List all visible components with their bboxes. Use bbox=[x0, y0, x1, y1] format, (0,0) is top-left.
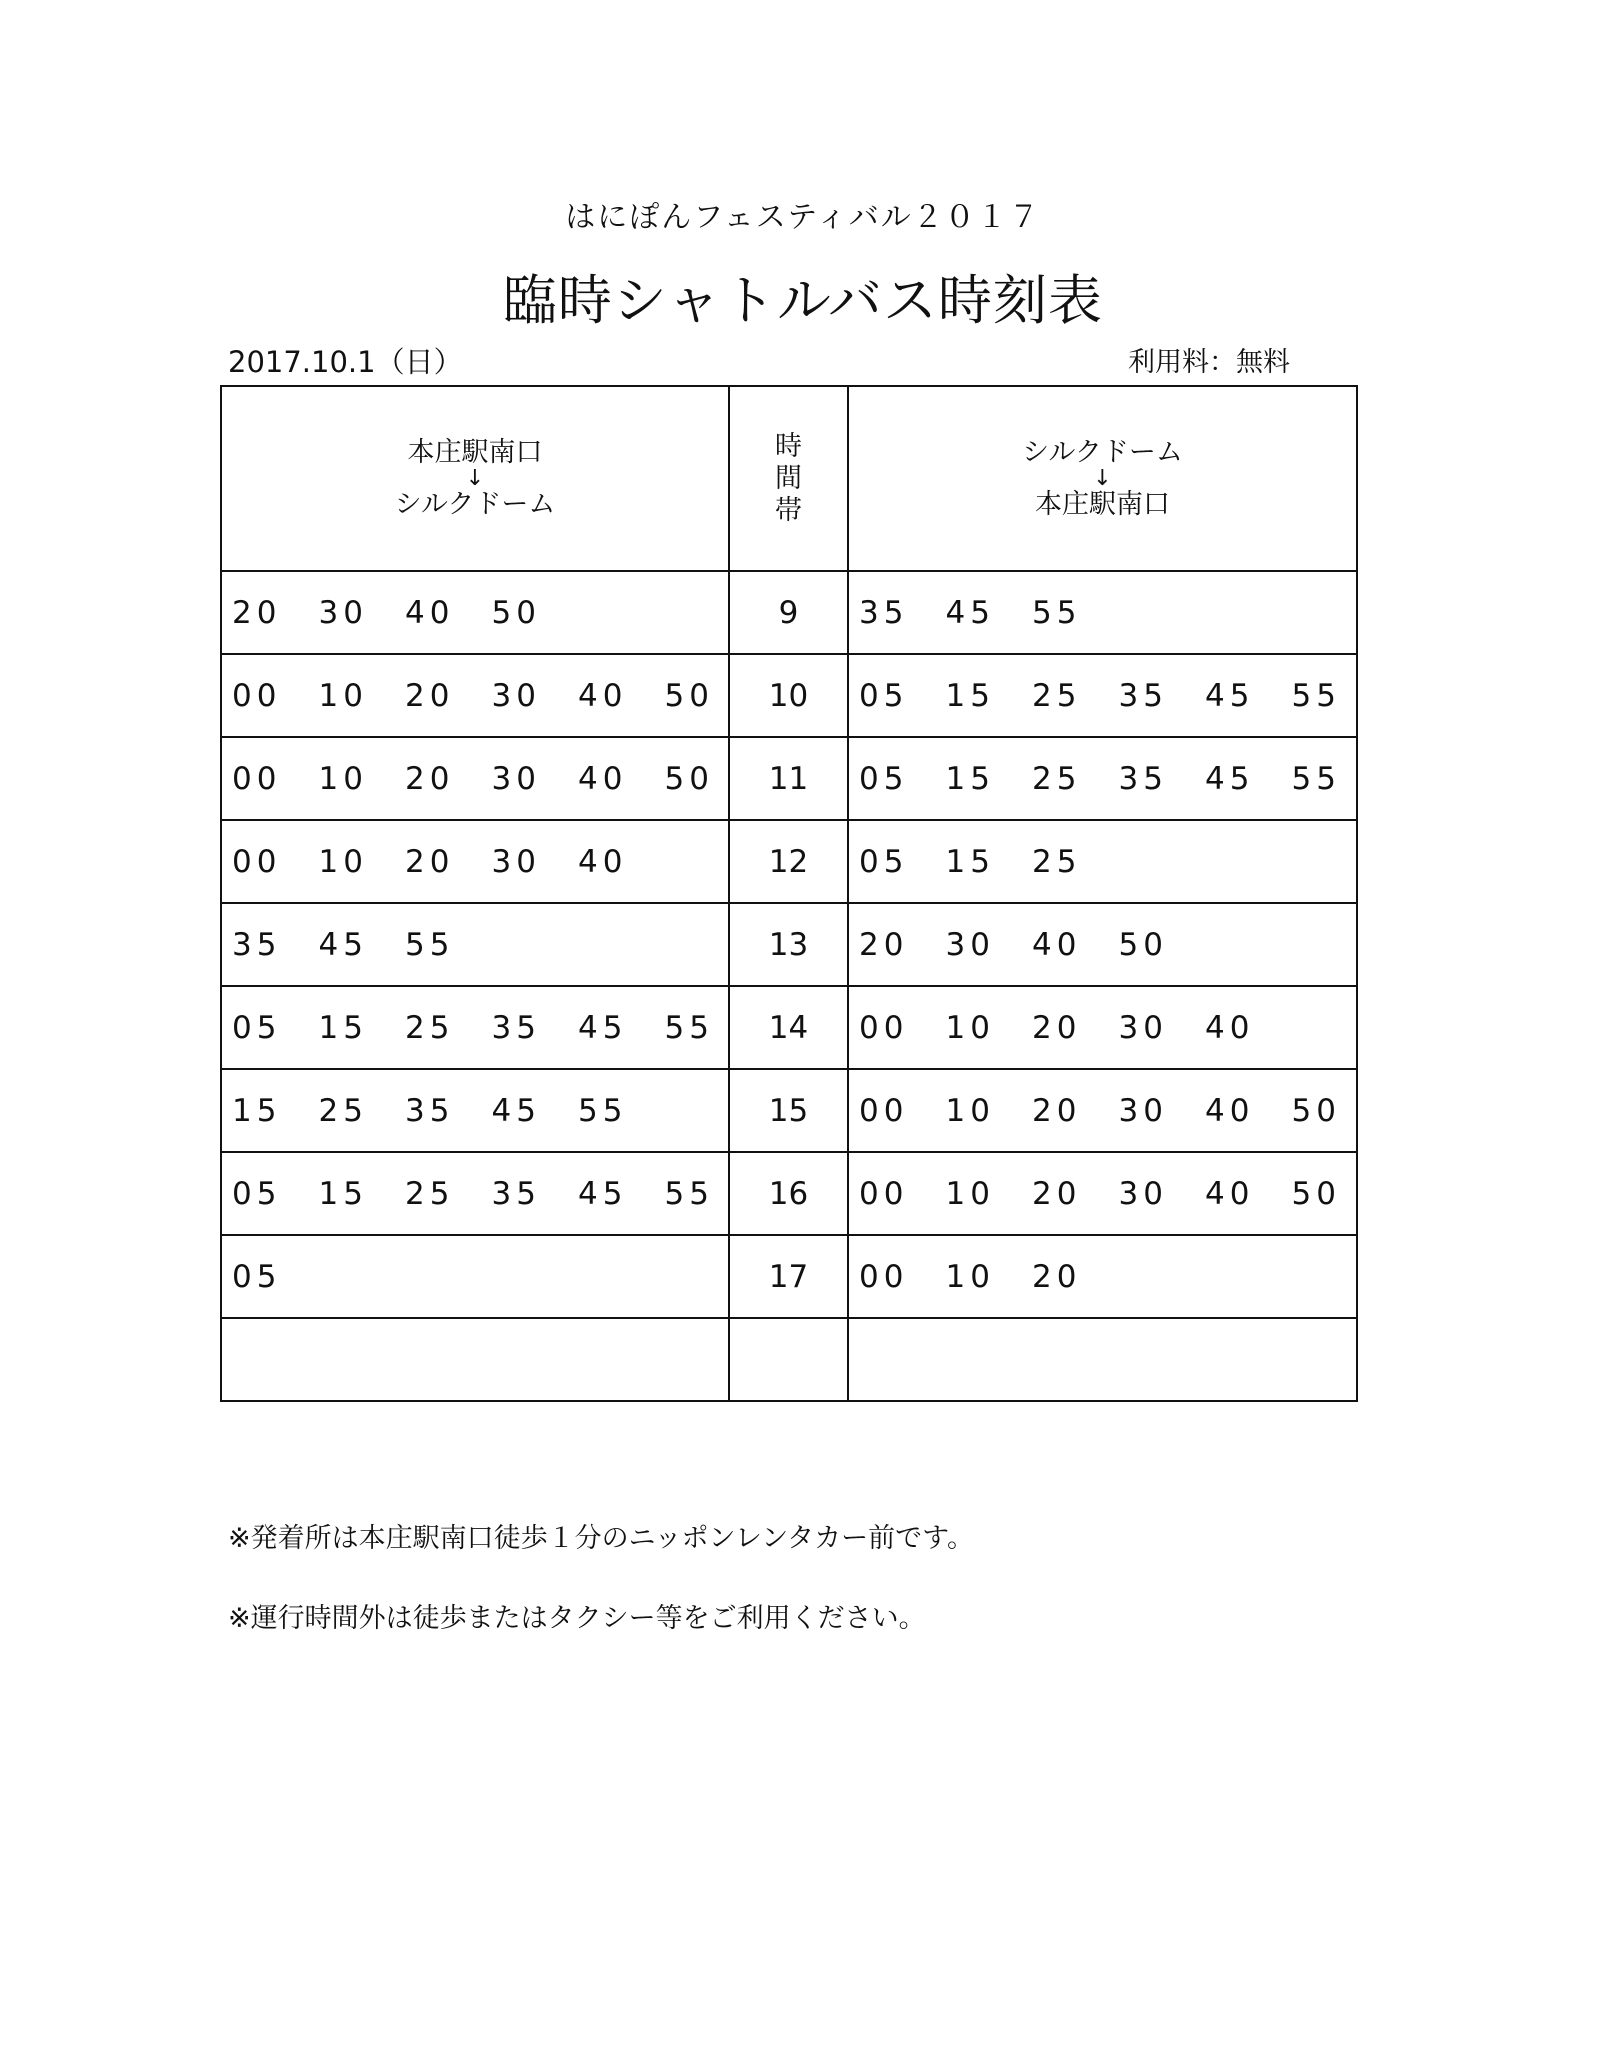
departure-minute: 50 bbox=[1291, 1175, 1341, 1212]
timetable-row bbox=[221, 571, 1357, 654]
departure-minute: 10 bbox=[945, 1175, 995, 1212]
departure-minute: 30 bbox=[318, 594, 368, 631]
outbound-header bbox=[221, 386, 729, 571]
hour-header bbox=[729, 386, 848, 571]
departure-minute: 00 bbox=[232, 760, 282, 797]
departure-minute: 10 bbox=[318, 843, 368, 880]
hour-cell: 9 bbox=[729, 571, 848, 654]
departure-minute: 10 bbox=[945, 1009, 995, 1046]
outbound-times bbox=[221, 903, 729, 986]
departure-minute: 00 bbox=[859, 1009, 909, 1046]
departure-minute: 45 bbox=[1205, 760, 1255, 797]
departure-minute: 45 bbox=[578, 1009, 628, 1046]
departure-minute: 55 bbox=[664, 1009, 714, 1046]
departure-minute: 45 bbox=[1205, 677, 1255, 714]
departure-minute: 05 bbox=[232, 1175, 282, 1212]
departure-minute: 30 bbox=[1118, 1009, 1168, 1046]
departure-minute: 55 bbox=[578, 1092, 628, 1129]
fee-label: 利用料：無料 bbox=[1128, 347, 1290, 378]
hour-cell: 15 bbox=[729, 1069, 848, 1152]
departure-minute: 55 bbox=[405, 926, 455, 963]
departure-minute: 05 bbox=[859, 843, 909, 880]
departure-minute: 35 bbox=[859, 594, 909, 631]
inbound-times bbox=[848, 986, 1357, 1069]
departure-minute: 15 bbox=[945, 760, 995, 797]
note-outside-hours: ※運行時間外は徒歩またはタクシー等をご利用ください。 bbox=[228, 1603, 926, 1634]
departure-minute: 20 bbox=[1032, 1258, 1082, 1295]
departure-minute: 35 bbox=[232, 926, 282, 963]
inbound-from: シルクドーム bbox=[1022, 436, 1183, 468]
departure-minute: 00 bbox=[859, 1175, 909, 1212]
hour-cell: 12 bbox=[729, 820, 848, 903]
departure-minute: 55 bbox=[664, 1175, 714, 1212]
bus-timetable bbox=[220, 385, 1358, 1402]
departure-minute: 35 bbox=[491, 1175, 541, 1212]
inbound-times bbox=[848, 1235, 1357, 1318]
departure-minute: 40 bbox=[578, 760, 628, 797]
departure-minute: 30 bbox=[491, 760, 541, 797]
hour-cell: 10 bbox=[729, 654, 848, 737]
departure-minute: 20 bbox=[232, 594, 282, 631]
departure-minute: 00 bbox=[232, 843, 282, 880]
timetable-row bbox=[221, 986, 1357, 1069]
departure-minute: 10 bbox=[318, 677, 368, 714]
inbound-times bbox=[848, 903, 1357, 986]
hour-cell: 16 bbox=[729, 1152, 848, 1235]
departure-minute: 25 bbox=[405, 1175, 455, 1212]
departure-minute: 00 bbox=[859, 1092, 909, 1129]
departure-minute: 40 bbox=[405, 594, 455, 631]
departure-minute: 40 bbox=[1205, 1092, 1255, 1129]
outbound-to: シルクドーム bbox=[394, 488, 556, 520]
departure-minute: 30 bbox=[945, 926, 995, 963]
inbound-times bbox=[848, 737, 1357, 820]
inbound-times bbox=[848, 1152, 1357, 1235]
departure-minute: 25 bbox=[318, 1092, 368, 1129]
outbound-times bbox=[221, 986, 729, 1069]
event-name: はにぽんフェスティバル２０１７ bbox=[565, 200, 1041, 235]
departure-minute: 50 bbox=[1291, 1092, 1341, 1129]
departure-minute: 45 bbox=[318, 926, 368, 963]
departure-minute: 15 bbox=[945, 677, 995, 714]
hour-cell: 17 bbox=[729, 1235, 848, 1318]
timetable-header-row bbox=[221, 386, 1357, 571]
down-arrow-icon: ↓ bbox=[1093, 465, 1112, 491]
event-date: 2017.10.1（日） bbox=[228, 345, 463, 379]
inbound-to: 本庄駅南口 bbox=[1035, 488, 1170, 520]
departure-minute: 40 bbox=[1032, 926, 1082, 963]
outbound-times bbox=[221, 1318, 729, 1401]
hour-cell: 14 bbox=[729, 986, 848, 1069]
departure-minute: 05 bbox=[232, 1258, 282, 1295]
hour-cell: 13 bbox=[729, 903, 848, 986]
departure-minute: 10 bbox=[945, 1092, 995, 1129]
departure-minute: 40 bbox=[578, 677, 628, 714]
outbound-times bbox=[221, 654, 729, 737]
departure-minute: 15 bbox=[945, 843, 995, 880]
outbound-times bbox=[221, 737, 729, 820]
departure-minute: 40 bbox=[1205, 1009, 1255, 1046]
timetable-row bbox=[221, 737, 1357, 820]
inbound-times bbox=[848, 820, 1357, 903]
outbound-times bbox=[221, 1235, 729, 1318]
departure-minute: 20 bbox=[1032, 1175, 1082, 1212]
timetable-row bbox=[221, 1235, 1357, 1318]
departure-minute: 50 bbox=[664, 677, 714, 714]
departure-minute: 45 bbox=[945, 594, 995, 631]
departure-minute: 15 bbox=[232, 1092, 282, 1129]
departure-minute: 40 bbox=[1205, 1175, 1255, 1212]
hour-header-char: 時 bbox=[775, 430, 802, 462]
inbound-times bbox=[848, 654, 1357, 737]
departure-minute: 55 bbox=[1291, 677, 1341, 714]
departure-minute: 45 bbox=[491, 1092, 541, 1129]
departure-minute: 00 bbox=[232, 677, 282, 714]
departure-minute: 25 bbox=[405, 1009, 455, 1046]
departure-minute: 30 bbox=[491, 843, 541, 880]
departure-minute: 25 bbox=[1032, 843, 1082, 880]
departure-minute: 30 bbox=[1118, 1092, 1168, 1129]
hour-cell: 11 bbox=[729, 737, 848, 820]
departure-minute: 20 bbox=[405, 760, 455, 797]
inbound-times bbox=[848, 1318, 1357, 1401]
departure-minute: 20 bbox=[1032, 1009, 1082, 1046]
departure-minute: 20 bbox=[405, 677, 455, 714]
departure-minute: 35 bbox=[1118, 760, 1168, 797]
departure-minute: 25 bbox=[1032, 760, 1082, 797]
departure-minute: 10 bbox=[318, 760, 368, 797]
departure-minute: 05 bbox=[232, 1009, 282, 1046]
departure-minute: 45 bbox=[578, 1175, 628, 1212]
inbound-header bbox=[848, 386, 1357, 571]
departure-minute: 35 bbox=[1118, 677, 1168, 714]
departure-minute: 55 bbox=[1032, 594, 1082, 631]
hour-header-char: 間 bbox=[775, 462, 802, 494]
departure-minute: 30 bbox=[491, 677, 541, 714]
departure-minute: 05 bbox=[859, 760, 909, 797]
departure-minute: 30 bbox=[1118, 1175, 1168, 1212]
departure-minute: 40 bbox=[578, 843, 628, 880]
outbound-times bbox=[221, 1069, 729, 1152]
departure-minute: 50 bbox=[664, 760, 714, 797]
hour-cell bbox=[729, 1318, 848, 1401]
down-arrow-icon: ↓ bbox=[465, 465, 485, 491]
inbound-times bbox=[848, 571, 1357, 654]
timetable-row bbox=[221, 820, 1357, 903]
outbound-times bbox=[221, 820, 729, 903]
departure-minute: 20 bbox=[405, 843, 455, 880]
departure-minute: 55 bbox=[1291, 760, 1341, 797]
outbound-times bbox=[221, 571, 729, 654]
departure-minute: 00 bbox=[859, 1258, 909, 1295]
inbound-times bbox=[848, 1069, 1357, 1152]
departure-minute: 50 bbox=[491, 594, 541, 631]
timetable-row bbox=[221, 654, 1357, 737]
note-departure-location: ※発着所は本庄駅南口徒歩１分のニッポンレンタカー前です。 bbox=[228, 1523, 974, 1554]
page-title: 臨時シャトルバス時刻表 bbox=[502, 269, 1104, 332]
timetable-row bbox=[221, 1152, 1357, 1235]
outbound-from: 本庄駅南口 bbox=[407, 436, 543, 468]
departure-minute: 15 bbox=[318, 1009, 368, 1046]
hour-header-char: 帯 bbox=[775, 494, 802, 526]
departure-minute: 25 bbox=[1032, 677, 1082, 714]
departure-minute: 50 bbox=[1118, 926, 1168, 963]
timetable-row bbox=[221, 903, 1357, 986]
timetable-row bbox=[221, 1069, 1357, 1152]
departure-minute: 15 bbox=[318, 1175, 368, 1212]
departure-minute: 05 bbox=[859, 677, 909, 714]
departure-minute: 20 bbox=[1032, 1092, 1082, 1129]
departure-minute: 20 bbox=[859, 926, 909, 963]
outbound-times bbox=[221, 1152, 729, 1235]
departure-minute: 35 bbox=[405, 1092, 455, 1129]
departure-minute: 10 bbox=[945, 1258, 995, 1295]
departure-minute: 35 bbox=[491, 1009, 541, 1046]
timetable-row bbox=[221, 1318, 1357, 1401]
